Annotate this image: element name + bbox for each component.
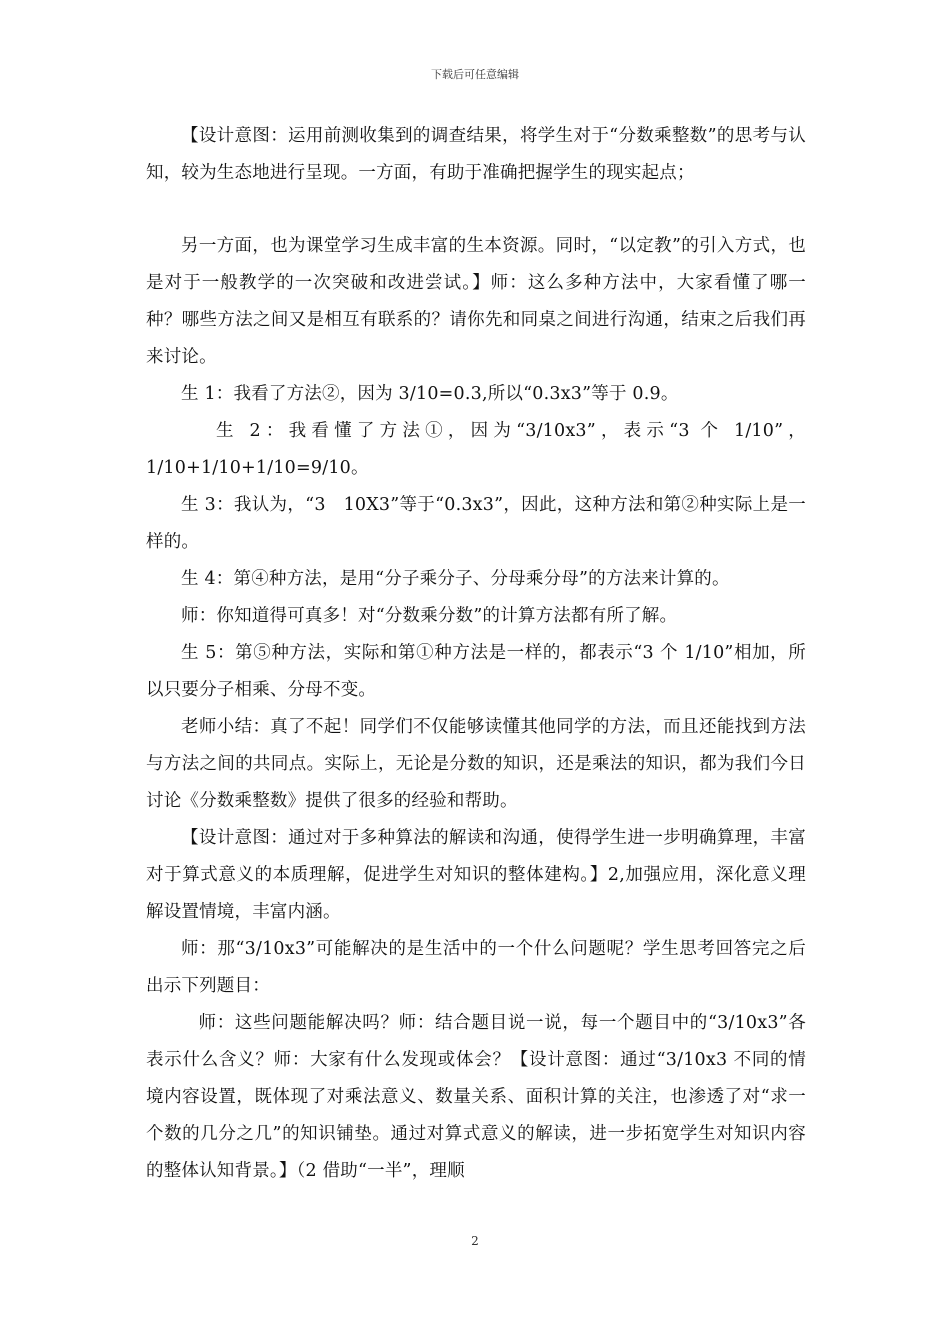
paragraph-student-4: 生 4：第④种方法，是用“分子乘分子、分母乘分母”的方法来计算的。 xyxy=(181,569,730,589)
paragraph-design-intent-3: 师：这些问题能解决吗？师：结合题目说一说，每一个题目中的“3/10x3”各表示什么含义？师：大家有什么发现或体会？【设计意图：通过“3/10x3 不同的情境内容设置，既体现了对乘法意义、数量关系、面积计算的关注，也渗透了对“求一个数的几分之几”的知识铺垫。通过对算式意义的解读，进一步拓宽学生对知识内容的整体认知背景。】（2 借助“一半”，理顺 xyxy=(146,1013,806,1181)
paragraph-teacher-summary: 老师小结：真了不起！同学们不仅能够读懂其他同学的方法，而且还能找到方法与方法之间的共同点。实际上，无论是分数的知识，还是乘法的知识，都为我们今日讨论《分数乘整数》提供了很多的经验和帮助。 xyxy=(146,717,806,811)
paragraph-design-intent-2: 【设计意图：通过对于多种算法的解读和沟通，使得学生进一步明确算理，丰富对于算式意义的本质理解，促进学生对知识的整体建构。】2,加强应用，深化意义理解设置情境，丰富内涵。 xyxy=(146,828,806,922)
paragraph-teacher-remark: 师：你知道得可真多！对“分数乘分数”的计算方法都有所了解。 xyxy=(181,606,678,626)
page-header: 下载后可任意编辑 xyxy=(431,68,519,81)
paragraph-student-1: 生 1：我看了方法②，因为 3/10=0.3,所以“0.3x3”等于 0.9。 xyxy=(181,384,679,404)
paragraph-application-question: 师：那“3/10x3”可能解决的是生活中的一个什么问题呢？学生思考回答完之后出示下列题目： xyxy=(146,939,806,996)
paragraph-discussion-prompt: 另一方面，也为课堂学习生成丰富的生本资源。同时，“以定教”的引入方式，也是对于一般教学的一次突破和改进尝试。】师：这么多种方法中，大家看懂了哪一种？哪些方法之间又是相互有联系的？请你先和同桌之间进行沟通，结束之后我们再来讨论。 xyxy=(146,236,806,367)
paragraph-student-5: 生 5：第⑤种方法，实际和第①种方法是一样的，都表示“3 个 1/10”相加，所以只要分子相乘、分母不变。 xyxy=(146,643,806,700)
paragraph-student-2: 生 2：我看懂了方法①，因为“3/10x3”，表示“3 个 1/10”，1/10+1/10+1/10=9/10。 xyxy=(146,421,806,478)
page-number: 2 xyxy=(471,1234,479,1248)
paragraph-gap xyxy=(146,192,806,228)
paragraph-design-intent-1: 【设计意图：运用前测收集到的调查结果，将学生对于“分数乘整数”的思考与认知，较为生态地进行呈现。一方面，有助于准确把握学生的现实起点； xyxy=(146,126,806,183)
paragraph-student-3: 生 3：我认为，“3 10X3”等于“0.3x3”，因此，这种方法和第②种实际上是一样的。 xyxy=(146,495,806,552)
document-body xyxy=(146,118,806,1190)
